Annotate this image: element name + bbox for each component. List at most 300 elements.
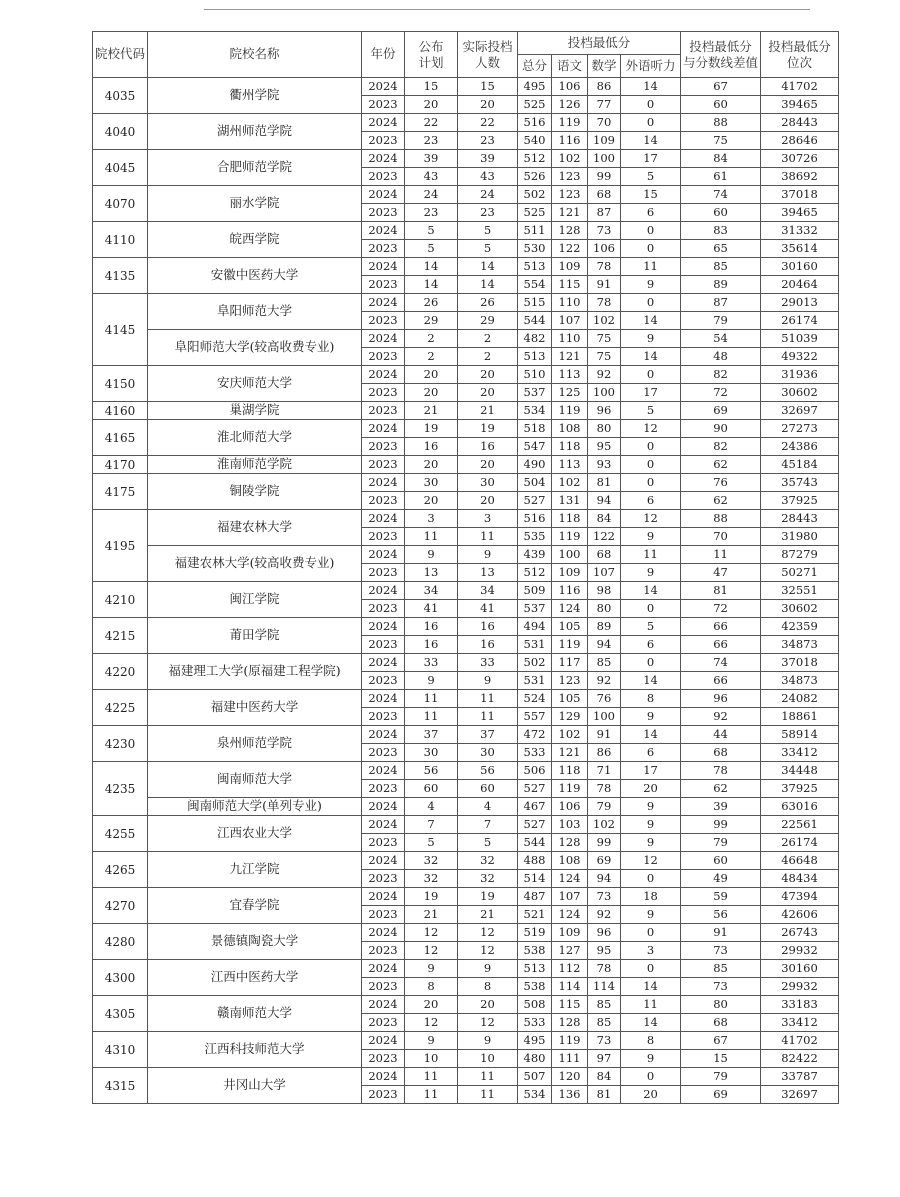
actual-cell: 16: [458, 438, 518, 456]
actual-cell: 20: [458, 492, 518, 510]
score-diff-cell: 87: [681, 294, 761, 312]
year-cell: 2023: [362, 834, 405, 852]
plan-cell: 21: [405, 906, 458, 924]
rank-cell: 51039: [761, 330, 839, 348]
plan-cell: 16: [405, 636, 458, 654]
total-score-cell: 494: [518, 618, 552, 636]
listening-score-cell: 5: [621, 618, 681, 636]
rank-cell: 27273: [761, 420, 839, 438]
total-score-cell: 524: [518, 690, 552, 708]
table-row: [93, 762, 839, 780]
table-row: [93, 114, 839, 132]
year-cell: 2024: [362, 960, 405, 978]
header-total: 总分: [518, 55, 552, 78]
total-score-cell: 521: [518, 906, 552, 924]
actual-cell: 14: [458, 276, 518, 294]
plan-cell: 24: [405, 186, 458, 204]
rank-cell: 39465: [761, 96, 839, 114]
year-cell: 2024: [362, 150, 405, 168]
year-cell: 2023: [362, 528, 405, 546]
year-cell: 2023: [362, 744, 405, 762]
total-score-cell: 467: [518, 798, 552, 816]
actual-cell: 9: [458, 546, 518, 564]
actual-cell: 2: [458, 348, 518, 366]
math-score-cell: 75: [588, 348, 621, 366]
total-score-cell: 509: [518, 582, 552, 600]
rank-cell: 37018: [761, 654, 839, 672]
listening-score-cell: 14: [621, 978, 681, 996]
math-score-cell: 86: [588, 78, 621, 96]
rank-cell: 30726: [761, 150, 839, 168]
year-cell: 2024: [362, 762, 405, 780]
math-score-cell: 78: [588, 258, 621, 276]
score-diff-cell: 15: [681, 1050, 761, 1068]
school-name-cell: 皖西学院: [148, 222, 362, 258]
actual-cell: 22: [458, 114, 518, 132]
school-name-cell: 淮南师范学院: [148, 456, 362, 474]
actual-cell: 37: [458, 726, 518, 744]
table-row: [93, 78, 839, 96]
total-score-cell: 531: [518, 636, 552, 654]
rank-cell: 41702: [761, 1032, 839, 1050]
listening-score-cell: 0: [621, 600, 681, 618]
math-score-cell: 78: [588, 294, 621, 312]
math-score-cell: 94: [588, 492, 621, 510]
score-diff-cell: 91: [681, 924, 761, 942]
rank-cell: 63016: [761, 798, 839, 816]
year-cell: 2024: [362, 258, 405, 276]
school-name-cell: 合肥师范学院: [148, 150, 362, 186]
school-name-cell: 福建中医药大学: [148, 690, 362, 726]
math-score-cell: 89: [588, 618, 621, 636]
math-score-cell: 98: [588, 582, 621, 600]
actual-cell: 19: [458, 420, 518, 438]
score-diff-cell: 85: [681, 960, 761, 978]
year-cell: 2023: [362, 312, 405, 330]
chinese-score-cell: 119: [552, 114, 588, 132]
table-row: [93, 294, 839, 312]
actual-cell: 20: [458, 456, 518, 474]
actual-cell: 12: [458, 1014, 518, 1032]
plan-cell: 20: [405, 96, 458, 114]
listening-score-cell: 17: [621, 384, 681, 402]
listening-score-cell: 18: [621, 888, 681, 906]
math-score-cell: 70: [588, 114, 621, 132]
year-cell: 2023: [362, 438, 405, 456]
school-name-cell: 安徽中医药大学: [148, 258, 362, 294]
rank-cell: 34448: [761, 762, 839, 780]
chinese-score-cell: 117: [552, 654, 588, 672]
listening-score-cell: 14: [621, 1014, 681, 1032]
header-diff-line2: 与分数线差值: [683, 54, 759, 70]
chinese-score-cell: 123: [552, 672, 588, 690]
school-name-cell: 莆田学院: [148, 618, 362, 654]
chinese-score-cell: 125: [552, 384, 588, 402]
listening-score-cell: 0: [621, 366, 681, 384]
score-diff-cell: 83: [681, 222, 761, 240]
chinese-score-cell: 129: [552, 708, 588, 726]
school-code-cell: 4225: [93, 690, 148, 726]
math-score-cell: 75: [588, 330, 621, 348]
header-min-rank: [761, 32, 839, 78]
score-diff-cell: 68: [681, 744, 761, 762]
school-name-cell: 安庆师范大学: [148, 366, 362, 402]
math-score-cell: 99: [588, 168, 621, 186]
total-score-cell: 516: [518, 114, 552, 132]
header-actual-line1: 实际投档: [462, 38, 513, 54]
listening-score-cell: 17: [621, 762, 681, 780]
school-code-cell: 4315: [93, 1068, 148, 1104]
math-score-cell: 96: [588, 924, 621, 942]
total-score-cell: 525: [518, 96, 552, 114]
header-published-plan: [405, 32, 458, 78]
actual-cell: 21: [458, 906, 518, 924]
school-name-cell: 淮北师范大学: [148, 420, 362, 456]
listening-score-cell: 14: [621, 78, 681, 96]
plan-cell: 26: [405, 294, 458, 312]
header-plan-line1: 公布: [418, 38, 444, 54]
rank-cell: 28443: [761, 510, 839, 528]
math-score-cell: 107: [588, 564, 621, 582]
listening-score-cell: 12: [621, 510, 681, 528]
actual-cell: 41: [458, 600, 518, 618]
total-score-cell: 513: [518, 258, 552, 276]
actual-cell: 5: [458, 222, 518, 240]
rank-cell: 30602: [761, 384, 839, 402]
actual-cell: 15: [458, 78, 518, 96]
plan-cell: 29: [405, 312, 458, 330]
listening-score-cell: 9: [621, 834, 681, 852]
rank-cell: 47394: [761, 888, 839, 906]
year-cell: 2024: [362, 78, 405, 96]
school-code-cell: 4280: [93, 924, 148, 960]
listening-score-cell: 9: [621, 276, 681, 294]
total-score-cell: 533: [518, 744, 552, 762]
listening-score-cell: 14: [621, 312, 681, 330]
actual-cell: 30: [458, 474, 518, 492]
listening-score-cell: 8: [621, 1032, 681, 1050]
total-score-cell: 490: [518, 456, 552, 474]
rank-cell: 37018: [761, 186, 839, 204]
table-row: [93, 510, 839, 528]
total-score-cell: 480: [518, 1050, 552, 1068]
school-code-cell: 4150: [93, 366, 148, 402]
total-score-cell: 439: [518, 546, 552, 564]
score-diff-cell: 48: [681, 348, 761, 366]
total-score-cell: 513: [518, 960, 552, 978]
plan-cell: 9: [405, 1032, 458, 1050]
table-row: [93, 1032, 839, 1050]
total-score-cell: 533: [518, 1014, 552, 1032]
actual-cell: 4: [458, 798, 518, 816]
math-score-cell: 73: [588, 1032, 621, 1050]
chinese-score-cell: 115: [552, 996, 588, 1014]
year-cell: 2023: [362, 240, 405, 258]
table-row: [93, 1068, 839, 1086]
plan-cell: 5: [405, 222, 458, 240]
chinese-score-cell: 110: [552, 330, 588, 348]
listening-score-cell: 0: [621, 1068, 681, 1086]
score-diff-cell: 60: [681, 852, 761, 870]
chinese-score-cell: 116: [552, 582, 588, 600]
math-score-cell: 80: [588, 600, 621, 618]
year-cell: 2024: [362, 924, 405, 942]
table-row: [93, 420, 839, 438]
school-code-cell: 4220: [93, 654, 148, 690]
actual-cell: 12: [458, 942, 518, 960]
math-score-cell: 92: [588, 672, 621, 690]
table-row: [93, 924, 839, 942]
actual-cell: 11: [458, 1086, 518, 1104]
score-diff-cell: 73: [681, 978, 761, 996]
rank-cell: 18861: [761, 708, 839, 726]
year-cell: 2023: [362, 456, 405, 474]
rank-cell: 46648: [761, 852, 839, 870]
score-diff-cell: 79: [681, 312, 761, 330]
score-diff-cell: 92: [681, 708, 761, 726]
year-cell: 2024: [362, 1068, 405, 1086]
actual-cell: 9: [458, 960, 518, 978]
plan-cell: 37: [405, 726, 458, 744]
school-name-cell: 闽南师范大学(单列专业): [148, 798, 362, 816]
plan-cell: 9: [405, 672, 458, 690]
plan-cell: 9: [405, 546, 458, 564]
chinese-score-cell: 128: [552, 1014, 588, 1032]
rank-cell: 33787: [761, 1068, 839, 1086]
plan-cell: 5: [405, 834, 458, 852]
plan-cell: 41: [405, 600, 458, 618]
school-code-cell: 4175: [93, 474, 148, 510]
header-min-score-group: 投档最低分: [518, 32, 681, 55]
total-score-cell: 554: [518, 276, 552, 294]
chinese-score-cell: 100: [552, 546, 588, 564]
year-cell: 2024: [362, 222, 405, 240]
rank-cell: 38692: [761, 168, 839, 186]
plan-cell: 5: [405, 240, 458, 258]
year-cell: 2024: [362, 816, 405, 834]
total-score-cell: 547: [518, 438, 552, 456]
rank-cell: 37925: [761, 492, 839, 510]
plan-cell: 21: [405, 402, 458, 420]
year-cell: 2024: [362, 798, 405, 816]
plan-cell: 34: [405, 582, 458, 600]
math-score-cell: 79: [588, 798, 621, 816]
year-cell: 2024: [362, 618, 405, 636]
actual-cell: 39: [458, 150, 518, 168]
plan-cell: 8: [405, 978, 458, 996]
total-score-cell: 544: [518, 312, 552, 330]
listening-score-cell: 6: [621, 744, 681, 762]
plan-cell: 60: [405, 780, 458, 798]
plan-cell: 20: [405, 492, 458, 510]
score-diff-cell: 68: [681, 1014, 761, 1032]
chinese-score-cell: 107: [552, 312, 588, 330]
total-score-cell: 482: [518, 330, 552, 348]
year-cell: 2024: [362, 546, 405, 564]
total-score-cell: 511: [518, 222, 552, 240]
table-row: [93, 456, 839, 474]
chinese-score-cell: 103: [552, 816, 588, 834]
actual-cell: 32: [458, 870, 518, 888]
school-code-cell: 4300: [93, 960, 148, 996]
chinese-score-cell: 109: [552, 564, 588, 582]
plan-cell: 11: [405, 1086, 458, 1104]
table-row: [93, 960, 839, 978]
actual-cell: 33: [458, 654, 518, 672]
school-code-cell: 4235: [93, 762, 148, 816]
listening-score-cell: 12: [621, 420, 681, 438]
year-cell: 2023: [362, 132, 405, 150]
actual-cell: 11: [458, 528, 518, 546]
actual-cell: 5: [458, 240, 518, 258]
listening-score-cell: 9: [621, 330, 681, 348]
chinese-score-cell: 121: [552, 744, 588, 762]
year-cell: 2023: [362, 672, 405, 690]
table-row: [93, 888, 839, 906]
plan-cell: 20: [405, 996, 458, 1014]
plan-cell: 3: [405, 510, 458, 528]
year-cell: 2023: [362, 204, 405, 222]
rank-cell: 29013: [761, 294, 839, 312]
score-diff-cell: 39: [681, 798, 761, 816]
school-name-cell: 宜春学院: [148, 888, 362, 924]
math-score-cell: 68: [588, 546, 621, 564]
rank-cell: 26174: [761, 312, 839, 330]
school-name-cell: 景德镇陶瓷大学: [148, 924, 362, 960]
year-cell: 2024: [362, 690, 405, 708]
actual-cell: 11: [458, 708, 518, 726]
header-math: 数学: [588, 55, 621, 78]
math-score-cell: 78: [588, 780, 621, 798]
school-code-cell: 4040: [93, 114, 148, 150]
total-score-cell: 530: [518, 240, 552, 258]
year-cell: 2023: [362, 348, 405, 366]
chinese-score-cell: 118: [552, 762, 588, 780]
school-name-cell: 江西科技师范大学: [148, 1032, 362, 1068]
rank-cell: 50271: [761, 564, 839, 582]
chinese-score-cell: 128: [552, 834, 588, 852]
chinese-score-cell: 123: [552, 186, 588, 204]
school-code-cell: 4305: [93, 996, 148, 1032]
year-cell: 2024: [362, 186, 405, 204]
listening-score-cell: 0: [621, 222, 681, 240]
chinese-score-cell: 113: [552, 366, 588, 384]
listening-score-cell: 14: [621, 672, 681, 690]
score-diff-cell: 75: [681, 132, 761, 150]
plan-cell: 56: [405, 762, 458, 780]
score-diff-cell: 78: [681, 762, 761, 780]
table-row: [93, 366, 839, 384]
rank-cell: 35743: [761, 474, 839, 492]
listening-score-cell: 0: [621, 870, 681, 888]
school-code-cell: 4230: [93, 726, 148, 762]
rank-cell: 33412: [761, 744, 839, 762]
plan-cell: 11: [405, 708, 458, 726]
math-score-cell: 87: [588, 204, 621, 222]
school-code-cell: 4215: [93, 618, 148, 654]
plan-cell: 30: [405, 474, 458, 492]
rank-cell: 30160: [761, 960, 839, 978]
plan-cell: 10: [405, 1050, 458, 1068]
school-code-cell: 4255: [93, 816, 148, 852]
rank-cell: 33412: [761, 1014, 839, 1032]
rank-cell: 24386: [761, 438, 839, 456]
actual-cell: 2: [458, 330, 518, 348]
header-score-diff: [681, 32, 761, 78]
school-name-cell: 江西中医药大学: [148, 960, 362, 996]
math-score-cell: 69: [588, 852, 621, 870]
school-name-cell: 闽南师范大学: [148, 762, 362, 798]
chinese-score-cell: 119: [552, 1032, 588, 1050]
actual-cell: 16: [458, 636, 518, 654]
plan-cell: 11: [405, 1068, 458, 1086]
plan-cell: 12: [405, 924, 458, 942]
listening-score-cell: 9: [621, 564, 681, 582]
math-score-cell: 93: [588, 456, 621, 474]
math-score-cell: 81: [588, 1086, 621, 1104]
table-row: [93, 618, 839, 636]
total-score-cell: 512: [518, 564, 552, 582]
header-rank-line1: 投档最低分: [768, 38, 831, 54]
score-diff-cell: 69: [681, 1086, 761, 1104]
rank-cell: 30602: [761, 600, 839, 618]
year-cell: 2023: [362, 564, 405, 582]
school-code-cell: 4145: [93, 294, 148, 366]
year-cell: 2024: [362, 1032, 405, 1050]
listening-score-cell: 0: [621, 240, 681, 258]
total-score-cell: 506: [518, 762, 552, 780]
header-diff-line1: 投档最低分: [689, 38, 752, 54]
plan-cell: 15: [405, 78, 458, 96]
chinese-score-cell: 121: [552, 348, 588, 366]
table-row: [93, 186, 839, 204]
actual-cell: 30: [458, 744, 518, 762]
rank-cell: 28443: [761, 114, 839, 132]
table-row: [93, 852, 839, 870]
score-diff-cell: 65: [681, 240, 761, 258]
chinese-score-cell: 124: [552, 600, 588, 618]
total-score-cell: 538: [518, 978, 552, 996]
rank-cell: 58914: [761, 726, 839, 744]
year-cell: 2024: [362, 114, 405, 132]
rank-cell: 26743: [761, 924, 839, 942]
total-score-cell: 537: [518, 600, 552, 618]
table-row: [93, 582, 839, 600]
actual-cell: 24: [458, 186, 518, 204]
actual-cell: 8: [458, 978, 518, 996]
table-row: [93, 222, 839, 240]
plan-cell: 7: [405, 816, 458, 834]
math-score-cell: 100: [588, 384, 621, 402]
score-diff-cell: 72: [681, 384, 761, 402]
rank-cell: 22561: [761, 816, 839, 834]
plan-cell: 11: [405, 528, 458, 546]
rank-cell: 49322: [761, 348, 839, 366]
chinese-score-cell: 102: [552, 474, 588, 492]
total-score-cell: 515: [518, 294, 552, 312]
actual-cell: 20: [458, 96, 518, 114]
math-score-cell: 95: [588, 438, 621, 456]
score-diff-cell: 96: [681, 690, 761, 708]
actual-cell: 20: [458, 366, 518, 384]
listening-score-cell: 5: [621, 168, 681, 186]
header-actual-line2: 人数: [474, 54, 500, 70]
chinese-score-cell: 127: [552, 942, 588, 960]
plan-cell: 39: [405, 150, 458, 168]
listening-score-cell: 14: [621, 132, 681, 150]
chinese-score-cell: 119: [552, 402, 588, 420]
listening-score-cell: 20: [621, 780, 681, 798]
